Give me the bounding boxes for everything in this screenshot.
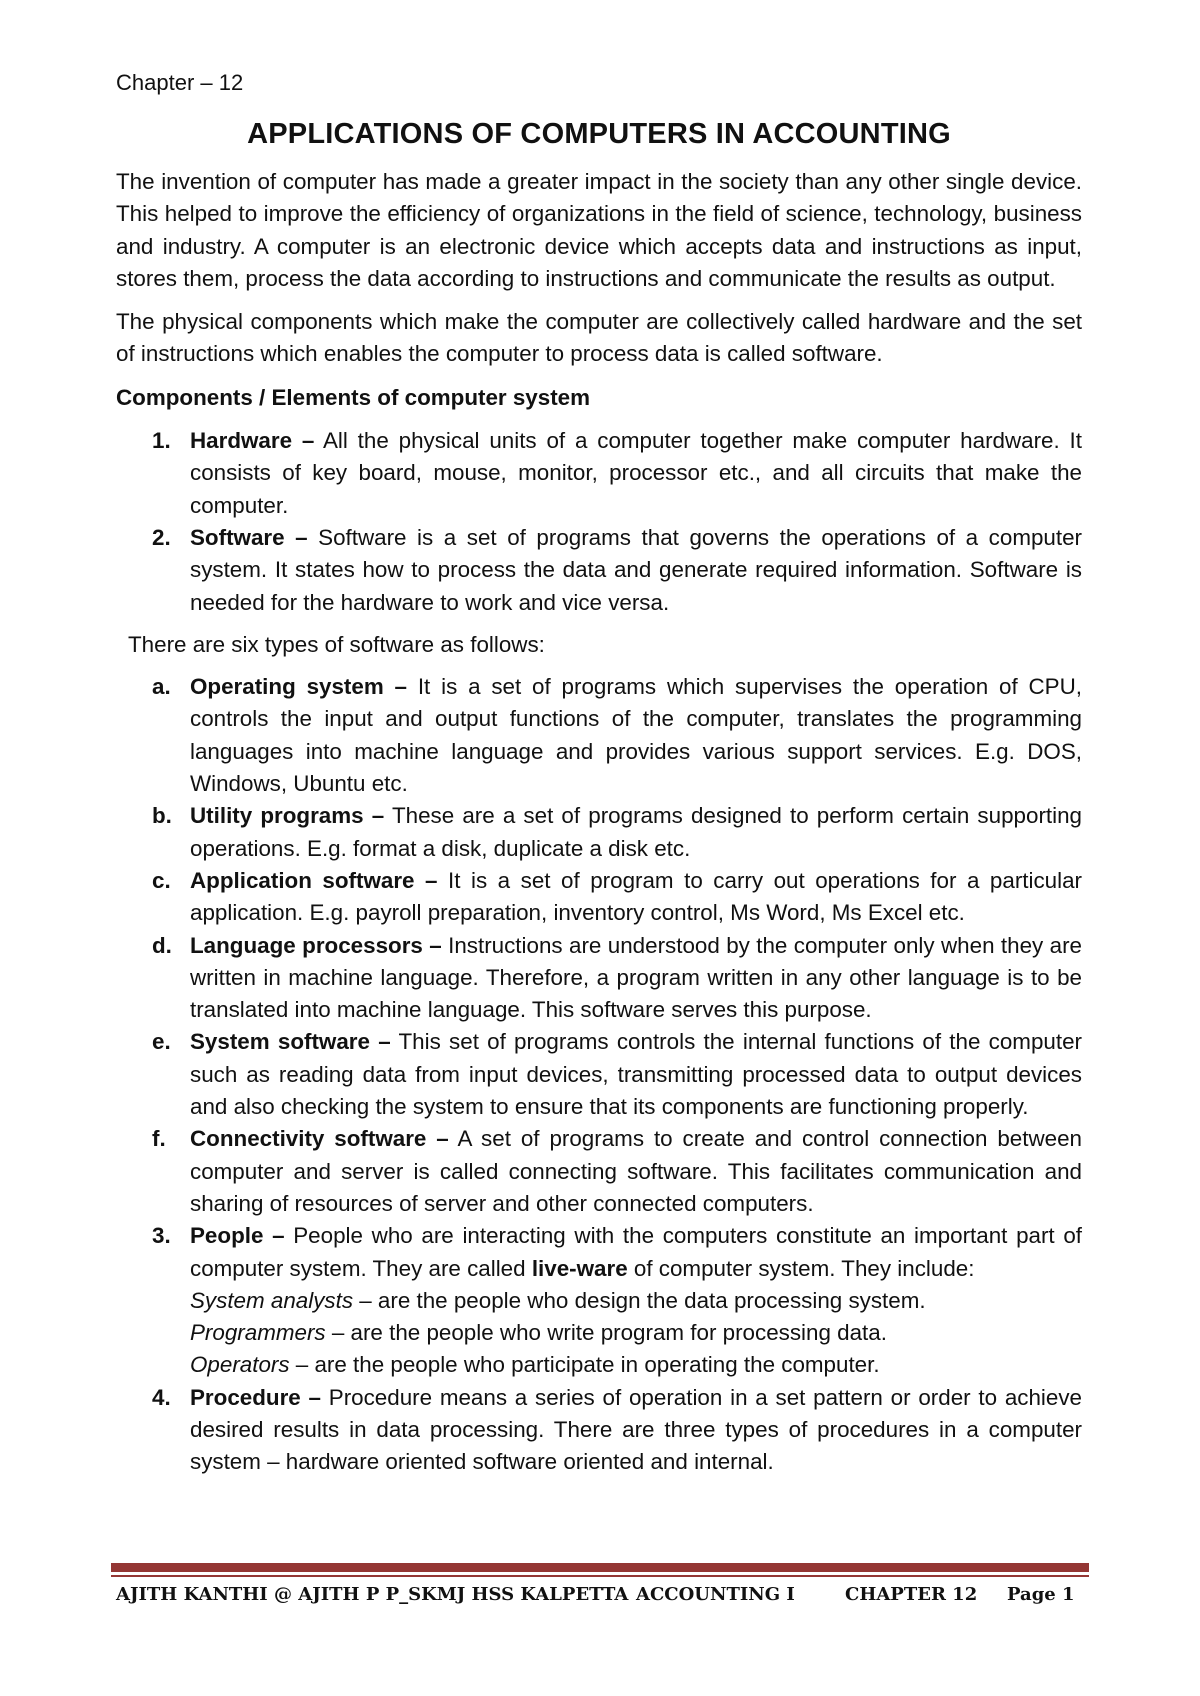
item-text: People who are interacting with the computers constitute an important part of computer system. They are called [190, 1223, 1083, 1281]
item-label: Software – [190, 524, 308, 550]
item-letter: c. [152, 867, 171, 893]
intro-paragraph: The invention of computer has made a greater impact in the society than any other single device. This helped to improve the efficiency of organizations in the field of science, technology, business and industry. A computer is an electronic device which accepts data and instructions as input, stores them, process the data according to instructions and communicate the results as output. [116, 169, 1082, 291]
hardware-software-paragraph: The physical components which make the computer are collectively called hardware and the set of instructions which enables the computer to process data is called software. [116, 309, 1082, 367]
list-item-software [116, 522, 1082, 619]
list-item-procedure [116, 1382, 1082, 1479]
item-letter: e. [152, 1029, 171, 1055]
live-ware-term: live-ware [531, 1255, 628, 1281]
document-body [116, 166, 1082, 1479]
item-number: 3. [152, 1223, 171, 1249]
software-types-list [116, 671, 1082, 1220]
footer-chapter: CHAPTER 12 [845, 1584, 978, 1605]
item-letter: b. [152, 803, 172, 829]
role-description: – are the people who participate in operating the computer. [289, 1352, 880, 1378]
list-item-operating-system [116, 671, 1082, 800]
footer-page-number: Page 1 [1007, 1584, 1075, 1605]
item-letter: a. [152, 674, 171, 700]
software-types-intro: There are six types of software as follows: [128, 631, 545, 657]
item-number: 4. [152, 1384, 171, 1410]
components-heading: Components / Elements of computer system [116, 384, 591, 410]
item-letter: f. [152, 1126, 166, 1152]
item-number: 2. [152, 524, 171, 550]
footer-rule-thin [111, 1575, 1089, 1577]
item-text: This set of programs controls the internal functions of the computer such as reading data from input devices, transmitting processed data to output devices and also checking the system to ensure that its components are functioning properly. [190, 1029, 1082, 1120]
item-label: Procedure – [190, 1384, 321, 1410]
item-label: Operating system – [190, 674, 408, 700]
item-text: Software is a set of programs that governs the operations of a computer system. It states how to process the data and generate required information. Software is needed for the hardware to work and vice versa. [190, 524, 1083, 615]
list-item-utility-programs [116, 800, 1082, 865]
item-number: 1. [152, 428, 171, 454]
people-role-programmers [190, 1317, 1082, 1349]
item-label: Application software – [190, 867, 438, 893]
role-name: Operators [190, 1352, 290, 1378]
item-text: A set of programs to create and control connection between computer and server is called connecting software. This facilitates communication and sharing of resources of server and other connected computers. [190, 1126, 1082, 1216]
item-text: It is a set of programs which supervises the operation of CPU, controls the input and output functions of the computer, translates the programming languages into machine language and provides various support services. E.g. DOS, Windows, Ubuntu etc. [190, 674, 1082, 797]
item-text: All the physical units of a computer together make computer hardware. It consists of key board, mouse, monitor, processor etc., and all circuits that make the computer. [190, 428, 1082, 518]
people-role-system-analysts [190, 1285, 1082, 1317]
list-item-connectivity-software [116, 1123, 1082, 1220]
item-text: Procedure means a series of operation in a set pattern or order to achieve desired results in data processing. There are three types of procedures in a computer system – hardware oriented software oriented and internal. [190, 1384, 1082, 1475]
item-text: Instructions are understood by the computer only when they are written in machine language. Therefore, a program written in any other language is to be translated into machine language. This software serves this purpose. [190, 932, 1082, 1023]
people-role-operators [190, 1349, 1082, 1381]
item-text-after: of computer system. They include: [627, 1255, 975, 1281]
components-list-continued [116, 1220, 1082, 1478]
item-text: It is a set of program to carry out operations for a particular application. E.g. payroll preparation, inventory control, Ms Word, Ms Excel etc. [190, 867, 1083, 926]
list-item-system-software [116, 1026, 1082, 1123]
list-item-application-software [116, 865, 1082, 930]
role-name: Programmers [190, 1320, 326, 1346]
item-letter: d. [152, 932, 172, 958]
chapter-label: Chapter – 12 [116, 70, 244, 95]
list-item-language-processors [116, 930, 1082, 1027]
item-label: Connectivity software – [190, 1126, 449, 1152]
page-title: APPLICATIONS OF COMPUTERS IN ACCOUNTING [247, 118, 951, 150]
role-description: – are the people who write program for processing data. [325, 1320, 887, 1346]
role-name: System analysts [190, 1287, 354, 1313]
list-item-hardware [116, 425, 1082, 522]
footer-author: AJITH KANTHI @ AJITH P P_SKMJ HSS KALPETTA [116, 1584, 629, 1605]
item-label: People – [190, 1223, 285, 1249]
role-description: – are the people who design the data processing system. [353, 1287, 926, 1313]
item-text: These are a set of programs designed to perform certain supporting operations. E.g. format a disk, duplicate a disk etc. [190, 803, 1082, 861]
item-label: Utility programs – [190, 803, 385, 829]
item-label: Language processors – [190, 932, 442, 958]
item-label: Hardware – [190, 428, 315, 454]
components-list [116, 425, 1082, 619]
list-item-people [116, 1220, 1082, 1381]
item-label: System software – [190, 1029, 391, 1055]
footer-subject: ACCOUNTING I [636, 1584, 795, 1605]
footer-rule-thick [111, 1563, 1089, 1572]
page-footer [0, 1584, 1200, 1614]
